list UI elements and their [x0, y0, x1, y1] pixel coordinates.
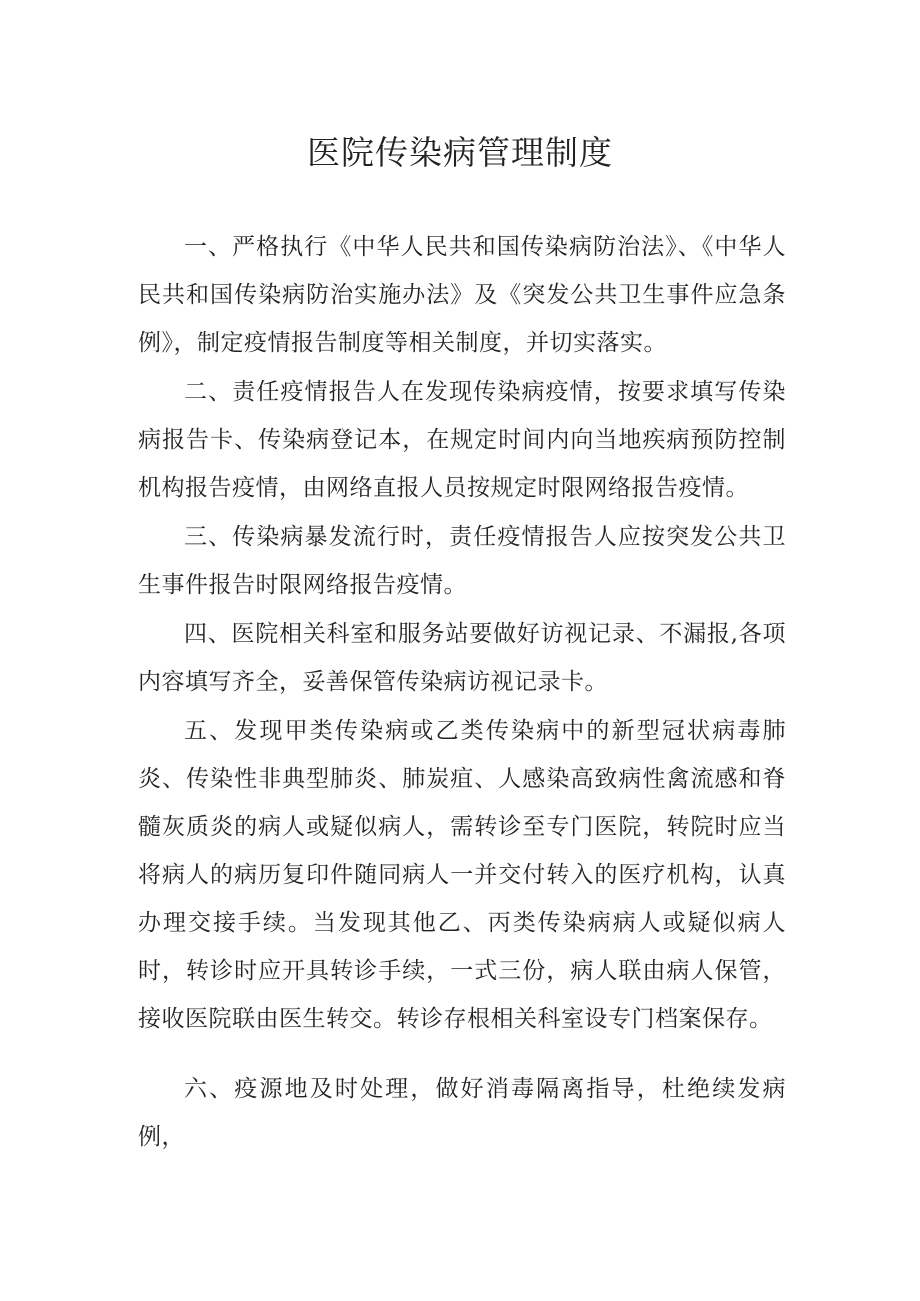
- document-body: [138, 223, 786, 1161]
- paragraph-3: 三、传染病暴发流行时，责任疫情报告人应按突发公共卫生事件报告时限网络报告疫情。: [138, 524, 786, 598]
- document-title: 医院传染病管理制度: [307, 133, 613, 172]
- paragraph-1: 一、严格执行《中华人民共和国传染病防治法》、《中华人民共和国传染病防治实施办法》及《突发公共卫生事件应急条例》，制定疫情报告制度等相关制度，并切实落实。: [138, 234, 786, 356]
- paragraph-2: 二、责任疫情报告人在发现传染病疫情，按要求填写传染病报告卡、传染病登记本，在规定时间内向当地疾病预防控制机构报告疫情，由网络直报人员按规定时限网络报告疫情。: [138, 379, 786, 501]
- paragraph-4: 四、医院相关科室和服务站要做好访视记录、不漏报,各项内容填写齐全，妥善保管传染病访视记录卡。: [138, 621, 786, 695]
- paragraph-6: 六、疫源地及时处理，做好消毒隔离指导，杜绝续发病例，: [138, 1076, 786, 1150]
- paragraph-5: 五、发现甲类传染病或乙类传染病中的新型冠状病毒肺炎、传染性非典型肺炎、肺炭疽、人感染高致病性禽流感和脊髓灰质炎的病人或疑似病人，需转诊至专门医院，转院时应当将病人的病历复印件随同病人一并交付转入的医疗机构，认真办理交接手续。当发现其他乙、丙类传染病病人或疑似病人时，转诊时应开具转诊手续，一式三份，病人联由病人保管，接收医院联由医生转交。转诊存根相关科室设专门档案保存。: [138, 718, 786, 1032]
